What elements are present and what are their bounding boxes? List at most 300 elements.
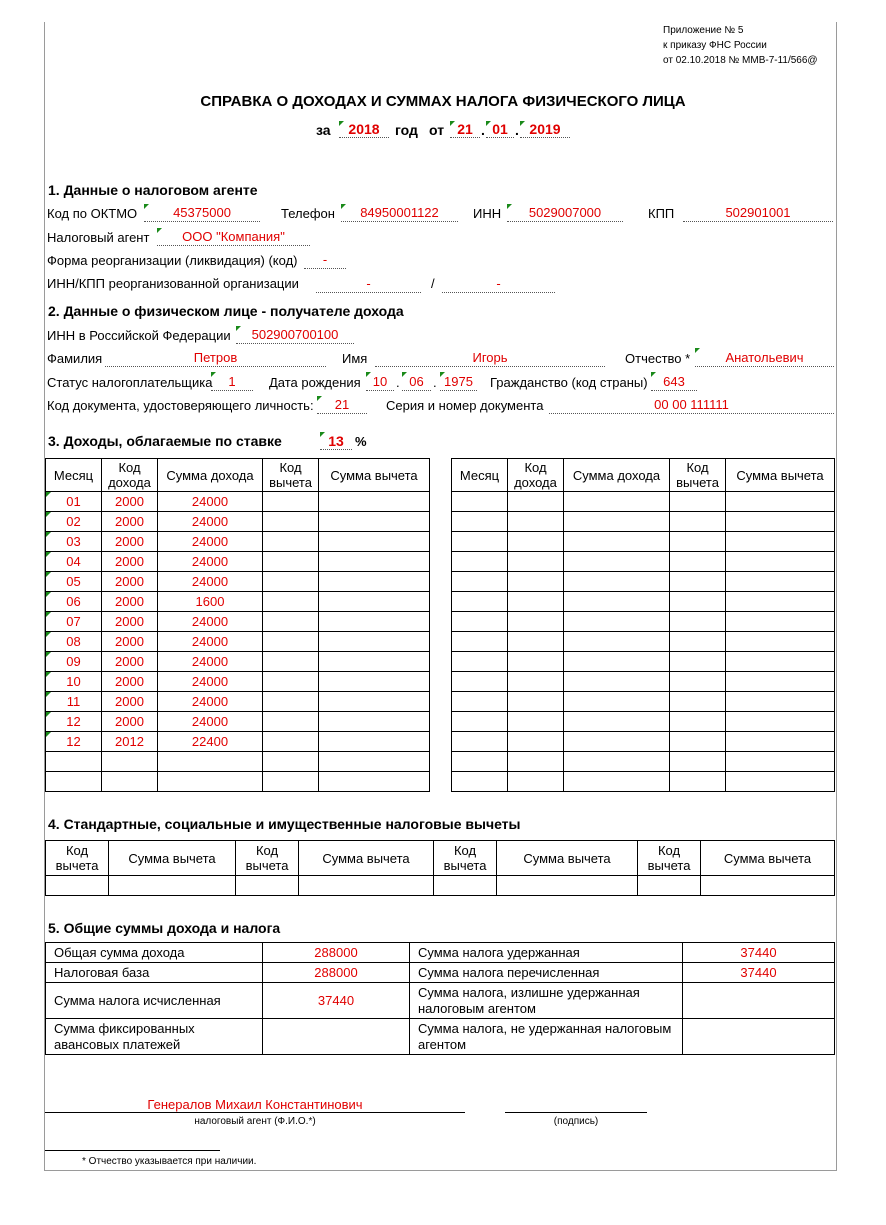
- tax-withheld-label: Сумма налога удержанная: [410, 943, 683, 963]
- deduction-code-cell[interactable]: [670, 732, 726, 752]
- month-cell[interactable]: [452, 752, 508, 772]
- cell-marker: [46, 592, 51, 597]
- col-deduction-sum: Сумма вычета: [726, 459, 835, 492]
- income-sum-cell[interactable]: [564, 632, 670, 652]
- income-code-cell[interactable]: 2000: [102, 532, 158, 552]
- cell-marker: [46, 612, 51, 617]
- month-cell[interactable]: [452, 692, 508, 712]
- income-sum-cell[interactable]: [564, 752, 670, 772]
- income-sum-cell[interactable]: [564, 732, 670, 752]
- ded-code-cell[interactable]: [638, 876, 701, 896]
- income-code-cell[interactable]: [508, 772, 564, 792]
- income-code-cell[interactable]: [508, 692, 564, 712]
- month-cell[interactable]: 09: [46, 652, 102, 672]
- col-income-code: Код дохода: [508, 459, 564, 492]
- doc-code-label: Код документа, удостоверяющего личность:: [47, 398, 314, 413]
- slash: /: [431, 276, 435, 291]
- income-code-cell[interactable]: 2000: [102, 652, 158, 672]
- income-sum-cell[interactable]: [564, 652, 670, 672]
- period-ot-label: от: [429, 122, 445, 138]
- income-row: [452, 572, 835, 592]
- status-field[interactable]: 1: [211, 374, 253, 391]
- tax-excess-label: Сумма налога, излишне удержанная налоговым агентом: [410, 983, 683, 1019]
- ded-code-cell[interactable]: [236, 876, 299, 896]
- ded-sum-cell[interactable]: [701, 876, 835, 896]
- month-cell[interactable]: 07: [46, 612, 102, 632]
- month-cell[interactable]: 08: [46, 632, 102, 652]
- deduction-code-cell[interactable]: [670, 552, 726, 572]
- income-row: [46, 712, 430, 732]
- income-row: [452, 592, 835, 612]
- appendix-line-3: от 02.10.2018 № ММВ-7-11/566@: [663, 55, 818, 66]
- section-2-title: 2. Данные о физическом лице - получателе дохода: [48, 303, 404, 319]
- col-deduction-code: Код вычета: [263, 459, 319, 492]
- deduction-code-cell[interactable]: [670, 592, 726, 612]
- deduction-sum-cell[interactable]: [319, 532, 430, 552]
- deduction-code-cell[interactable]: [263, 612, 319, 632]
- deduction-sum-cell[interactable]: [319, 632, 430, 652]
- deduction-code-cell[interactable]: [670, 772, 726, 792]
- cell-marker: [46, 572, 51, 577]
- month-cell[interactable]: [452, 492, 508, 512]
- income-sum-cell[interactable]: 24000: [158, 492, 263, 512]
- citizenship-label: Гражданство (код страны): [490, 375, 648, 390]
- month-cell[interactable]: 10: [46, 672, 102, 692]
- deduction-code-cell[interactable]: [670, 512, 726, 532]
- income-sum-cell[interactable]: [158, 772, 263, 792]
- surname-field[interactable]: Петров: [105, 350, 326, 367]
- income-row: [452, 532, 835, 552]
- deduction-sum-cell[interactable]: [319, 772, 430, 792]
- deduction-code-cell[interactable]: [670, 532, 726, 552]
- income-row: [452, 492, 835, 512]
- deduction-code-cell[interactable]: [263, 732, 319, 752]
- month-cell[interactable]: 05: [46, 572, 102, 592]
- income-sum-cell[interactable]: 24000: [158, 712, 263, 732]
- income-code-cell[interactable]: 2000: [102, 492, 158, 512]
- agent-inn-field[interactable]: 5029007000: [507, 205, 623, 222]
- totals-table: [45, 942, 835, 1055]
- income-row: [452, 692, 835, 712]
- income-row: [46, 512, 430, 532]
- deduction-code-cell[interactable]: [263, 652, 319, 672]
- deduction-code-cell[interactable]: [670, 572, 726, 592]
- date-separator: .: [515, 122, 519, 138]
- deduction-code-cell[interactable]: [263, 552, 319, 572]
- month-cell[interactable]: 06: [46, 592, 102, 612]
- income-row: [46, 532, 430, 552]
- income-sum-cell[interactable]: [564, 572, 670, 592]
- date-month-field[interactable]: 01: [486, 121, 514, 138]
- income-sum-cell[interactable]: 24000: [158, 612, 263, 632]
- deduction-code-cell[interactable]: [670, 632, 726, 652]
- deduction-code-cell[interactable]: [670, 712, 726, 732]
- income-code-cell[interactable]: 2000: [102, 512, 158, 532]
- deduction-code-cell[interactable]: [670, 672, 726, 692]
- section-1-title: 1. Данные о налоговом агенте: [48, 182, 258, 198]
- date-separator: .: [433, 375, 437, 390]
- tax-transferred-label: Сумма налога перечисленная: [410, 963, 683, 983]
- ded-sum-cell[interactable]: [497, 876, 638, 896]
- tax-transferred-value[interactable]: 37440: [683, 963, 835, 983]
- reorg-innkpp-label: ИНН/КПП реорганизованной организации: [47, 276, 299, 291]
- agent-label: Налоговый агент: [47, 230, 150, 245]
- income-code-cell[interactable]: [508, 652, 564, 672]
- reorg-kpp-field[interactable]: -: [442, 276, 555, 293]
- income-code-cell[interactable]: 2000: [102, 572, 158, 592]
- income-row: [46, 572, 430, 592]
- month-cell[interactable]: [452, 632, 508, 652]
- phone-field[interactable]: 84950001122: [341, 205, 458, 222]
- income-sum-cell[interactable]: 24000: [158, 632, 263, 652]
- deduction-sum-cell[interactable]: [726, 612, 835, 632]
- deduction-code-cell[interactable]: [670, 612, 726, 632]
- deduction-sum-cell[interactable]: [319, 692, 430, 712]
- cell-marker: [46, 712, 51, 717]
- income-row: [46, 632, 430, 652]
- deduction-sum-cell[interactable]: [319, 572, 430, 592]
- signatory-name[interactable]: Генералов Михаил Константинович: [147, 1097, 363, 1112]
- period-year-field[interactable]: 2018: [339, 121, 389, 138]
- deduction-sum-cell[interactable]: [726, 492, 835, 512]
- income-code-cell[interactable]: [508, 552, 564, 572]
- date-year-field[interactable]: 2019: [520, 121, 570, 138]
- deduction-sum-cell[interactable]: [726, 772, 835, 792]
- deduction-sum-cell[interactable]: [319, 652, 430, 672]
- agent-field[interactable]: ООО "Компания": [157, 229, 310, 246]
- month-cell[interactable]: 12: [46, 712, 102, 732]
- form-title: СПРАВКА О ДОХОДАХ И СУММАХ НАЛОГА ФИЗИЧЕСКОГО ЛИЦА: [200, 93, 686, 110]
- income-row: [452, 632, 835, 652]
- tax-calc-label: Сумма налога исчисленная: [46, 983, 263, 1019]
- fixed-advances-value[interactable]: [263, 1019, 410, 1055]
- ded-sum-header: Сумма вычета: [299, 841, 434, 876]
- phone-label: Телефон: [281, 206, 335, 221]
- deduction-sum-cell[interactable]: [319, 512, 430, 532]
- signature-caption: (подпись): [553, 1116, 599, 1127]
- deduction-sum-cell[interactable]: [319, 712, 430, 732]
- reorg-form-field[interactable]: -: [304, 252, 346, 269]
- deduction-code-cell[interactable]: [263, 512, 319, 532]
- deduction-sum-cell[interactable]: [726, 552, 835, 572]
- deduction-sum-cell[interactable]: [726, 752, 835, 772]
- name-caption: налоговый агент (Ф.И.О.*): [194, 1116, 316, 1127]
- total-income-value[interactable]: 288000: [263, 943, 410, 963]
- income-sum-cell[interactable]: 24000: [158, 672, 263, 692]
- income-row: [46, 612, 430, 632]
- name-field[interactable]: Игорь: [375, 350, 605, 367]
- tax-not-withheld-value[interactable]: [683, 1019, 835, 1055]
- tax-base-value[interactable]: 288000: [263, 963, 410, 983]
- income-sum-cell[interactable]: [564, 772, 670, 792]
- month-cell[interactable]: [452, 672, 508, 692]
- section-4-title: 4. Стандартные, социальные и имущественные налоговые вычеты: [48, 816, 521, 832]
- date-separator: .: [396, 375, 400, 390]
- kpp-field[interactable]: 502901001: [683, 205, 833, 222]
- income-code-cell[interactable]: [508, 512, 564, 532]
- deduction-sum-cell[interactable]: [319, 612, 430, 632]
- income-row: [46, 492, 430, 512]
- income-code-cell[interactable]: 2000: [102, 552, 158, 572]
- month-cell[interactable]: 11: [46, 692, 102, 712]
- fixed-advances-label: Сумма фиксированных авансовых платежей: [46, 1019, 263, 1055]
- appendix-line-1: Приложение № 5: [663, 25, 744, 36]
- kpp-label: КПП: [648, 206, 675, 221]
- date-day-field[interactable]: 21: [450, 121, 480, 138]
- cell-marker: [46, 692, 51, 697]
- ded-code-header: Код вычета: [46, 841, 109, 876]
- month-cell[interactable]: [452, 572, 508, 592]
- month-cell[interactable]: [452, 772, 508, 792]
- deduction-sum-cell[interactable]: [726, 712, 835, 732]
- income-code-cell[interactable]: [508, 752, 564, 772]
- income-row: [46, 672, 430, 692]
- income-sum-cell[interactable]: 24000: [158, 532, 263, 552]
- deduction-sum-cell[interactable]: [726, 732, 835, 752]
- deduction-sum-cell[interactable]: [726, 532, 835, 552]
- month-cell[interactable]: [452, 612, 508, 632]
- dob-month-field[interactable]: 06: [402, 374, 431, 391]
- agent-inn-label: ИНН: [473, 206, 502, 221]
- deduction-code-cell[interactable]: [263, 752, 319, 772]
- income-sum-cell[interactable]: [564, 592, 670, 612]
- deduction-sum-cell[interactable]: [319, 592, 430, 612]
- month-cell[interactable]: 03: [46, 532, 102, 552]
- cell-marker: [46, 632, 51, 637]
- signature-line[interactable]: [505, 1112, 647, 1113]
- income-row: [46, 772, 430, 792]
- col-income-sum: Сумма дохода: [564, 459, 670, 492]
- oktmo-label: Код по ОКТМО: [47, 206, 138, 221]
- income-sum-cell[interactable]: 22400: [158, 732, 263, 752]
- doc-number-field[interactable]: 00 00 111111: [549, 397, 834, 414]
- cell-marker: [46, 532, 51, 537]
- ded-code-header: Код вычета: [434, 841, 497, 876]
- income-sum-cell[interactable]: 24000: [158, 652, 263, 672]
- deduction-code-cell[interactable]: [263, 772, 319, 792]
- income-code-cell[interactable]: [102, 752, 158, 772]
- patronymic-label: Отчество *: [625, 351, 691, 366]
- month-cell[interactable]: 04: [46, 552, 102, 572]
- section-5-title: 5. Общие суммы дохода и налога: [48, 920, 281, 936]
- income-row: [452, 672, 835, 692]
- ded-sum-cell[interactable]: [299, 876, 434, 896]
- deduction-code-cell[interactable]: [263, 672, 319, 692]
- footnote-rule: [45, 1150, 220, 1151]
- income-row: [452, 552, 835, 572]
- income-code-cell[interactable]: 2000: [102, 592, 158, 612]
- income-row: [452, 652, 835, 672]
- deduction-code-cell[interactable]: [670, 492, 726, 512]
- income-sum-cell[interactable]: 24000: [158, 692, 263, 712]
- month-cell[interactable]: [452, 512, 508, 532]
- deduction-code-cell[interactable]: [670, 652, 726, 672]
- name-line: [45, 1112, 465, 1113]
- deduction-code-cell[interactable]: [263, 492, 319, 512]
- income-row: [452, 612, 835, 632]
- tax-base-label: Налоговая база: [46, 963, 263, 983]
- income-code-cell[interactable]: 2000: [102, 632, 158, 652]
- income-code-cell[interactable]: 2012: [102, 732, 158, 752]
- income-code-cell[interactable]: [508, 612, 564, 632]
- income-row: [452, 732, 835, 752]
- income-code-cell[interactable]: 2000: [102, 712, 158, 732]
- col-deduction-code: Код вычета: [670, 459, 726, 492]
- income-sum-cell[interactable]: 24000: [158, 512, 263, 532]
- cell-marker: [46, 672, 51, 677]
- income-row: [452, 752, 835, 772]
- income-sum-cell[interactable]: [564, 712, 670, 732]
- ded-code-header: Код вычета: [236, 841, 299, 876]
- month-cell[interactable]: 12: [46, 732, 102, 752]
- income-code-cell[interactable]: 2000: [102, 612, 158, 632]
- tax-excess-value[interactable]: [683, 983, 835, 1019]
- dob-day-field[interactable]: 10: [366, 374, 394, 391]
- doc-code-field[interactable]: 21: [317, 397, 367, 414]
- col-income-sum: Сумма дохода: [158, 459, 263, 492]
- name-label: Имя: [342, 351, 368, 366]
- income-sum-cell[interactable]: [564, 672, 670, 692]
- month-cell[interactable]: [46, 752, 102, 772]
- income-code-cell[interactable]: [508, 732, 564, 752]
- cell-marker: [46, 512, 51, 517]
- income-code-cell[interactable]: [508, 532, 564, 552]
- income-table-right: [451, 458, 835, 792]
- percent-sign: %: [355, 434, 367, 449]
- date-separator: .: [481, 122, 485, 138]
- cell-marker: [46, 552, 51, 557]
- income-row: [46, 732, 430, 752]
- cell-marker: [46, 492, 51, 497]
- income-row: [46, 552, 430, 572]
- ded-sum-cell[interactable]: [109, 876, 236, 896]
- deduction-code-cell[interactable]: [670, 752, 726, 772]
- appendix-line-2: к приказу ФНС России: [663, 40, 767, 51]
- month-cell[interactable]: [452, 732, 508, 752]
- income-code-cell[interactable]: [508, 572, 564, 592]
- income-table-left: [45, 458, 430, 792]
- income-sum-cell[interactable]: 24000: [158, 572, 263, 592]
- ded-code-header: Код вычета: [638, 841, 701, 876]
- month-cell[interactable]: 01: [46, 492, 102, 512]
- ded-sum-header: Сумма вычета: [497, 841, 638, 876]
- col-income-code: Код дохода: [102, 459, 158, 492]
- deduction-code-cell[interactable]: [263, 592, 319, 612]
- deduction-sum-cell[interactable]: [726, 512, 835, 532]
- income-code-cell[interactable]: [102, 772, 158, 792]
- ded-sum-header: Сумма вычета: [109, 841, 236, 876]
- deduction-code-cell[interactable]: [263, 712, 319, 732]
- deduction-code-cell[interactable]: [670, 692, 726, 712]
- income-sum-cell[interactable]: [564, 692, 670, 712]
- income-code-cell[interactable]: [508, 492, 564, 512]
- tax-not-withheld-label: Сумма налога, не удержанная налоговым агентом: [410, 1019, 683, 1055]
- income-sum-cell[interactable]: [564, 532, 670, 552]
- month-cell[interactable]: [452, 532, 508, 552]
- income-sum-cell[interactable]: 1600: [158, 592, 263, 612]
- dob-year-field[interactable]: 1975: [440, 374, 477, 391]
- status-label: Статус налогоплательщика: [47, 375, 213, 390]
- dob-label: Дата рождения: [269, 375, 361, 390]
- deduction-sum-cell[interactable]: [726, 632, 835, 652]
- income-sum-cell[interactable]: 24000: [158, 552, 263, 572]
- deduction-sum-cell[interactable]: [319, 552, 430, 572]
- deduction-sum-cell[interactable]: [726, 572, 835, 592]
- income-row: [46, 652, 430, 672]
- income-code-cell[interactable]: [508, 632, 564, 652]
- deduction-code-cell[interactable]: [263, 572, 319, 592]
- surname-label: Фамилия: [47, 351, 103, 366]
- total-income-label: Общая сумма дохода: [46, 943, 263, 963]
- deduction-sum-cell[interactable]: [319, 672, 430, 692]
- deduction-code-cell[interactable]: [263, 532, 319, 552]
- income-sum-cell[interactable]: [564, 512, 670, 532]
- income-sum-cell[interactable]: [564, 612, 670, 632]
- tax-withheld-value[interactable]: 37440: [683, 943, 835, 963]
- tax-calc-value[interactable]: 37440: [263, 983, 410, 1019]
- citizenship-field[interactable]: 643: [651, 374, 697, 391]
- income-row: [452, 512, 835, 532]
- income-code-cell[interactable]: [508, 712, 564, 732]
- income-code-cell[interactable]: [508, 592, 564, 612]
- oktmo-field[interactable]: 45375000: [144, 205, 260, 222]
- col-month: Месяц: [46, 459, 102, 492]
- income-row: [46, 692, 430, 712]
- section-3-title: 3. Доходы, облагаемые по ставке: [48, 433, 282, 449]
- month-cell[interactable]: 02: [46, 512, 102, 532]
- person-inn-field[interactable]: 502900700100: [236, 327, 354, 344]
- deduction-sum-cell[interactable]: [319, 492, 430, 512]
- month-cell[interactable]: [452, 712, 508, 732]
- income-sum-cell[interactable]: [158, 752, 263, 772]
- period-za-label: за: [316, 122, 331, 138]
- month-cell[interactable]: [452, 652, 508, 672]
- month-cell[interactable]: [452, 592, 508, 612]
- reorg-inn-field[interactable]: -: [316, 276, 421, 293]
- ded-sum-header: Сумма вычета: [701, 841, 835, 876]
- month-cell[interactable]: [452, 552, 508, 572]
- patronymic-field[interactable]: Анатольевич: [695, 350, 834, 367]
- deduction-sum-cell[interactable]: [726, 652, 835, 672]
- doc-number-label: Серия и номер документа: [386, 398, 544, 413]
- person-inn-label: ИНН в Российской Федерации: [47, 328, 231, 343]
- deduction-sum-cell[interactable]: [726, 592, 835, 612]
- income-sum-cell[interactable]: [564, 552, 670, 572]
- month-cell[interactable]: [46, 772, 102, 792]
- col-deduction-sum: Сумма вычета: [319, 459, 430, 492]
- income-code-cell[interactable]: 2000: [102, 672, 158, 692]
- ded-code-cell[interactable]: [434, 876, 497, 896]
- income-row: [452, 712, 835, 732]
- reorg-form-label: Форма реорганизации (ликвидация) (код): [47, 253, 298, 268]
- income-row: [46, 592, 430, 612]
- deduction-code-cell[interactable]: [263, 632, 319, 652]
- ded-code-cell[interactable]: [46, 876, 109, 896]
- deduction-sum-cell[interactable]: [319, 752, 430, 772]
- deduction-sum-cell[interactable]: [726, 692, 835, 712]
- income-row: [46, 752, 430, 772]
- deduction-sum-cell[interactable]: [726, 672, 835, 692]
- income-sum-cell[interactable]: [564, 492, 670, 512]
- income-code-cell[interactable]: [508, 672, 564, 692]
- income-code-cell[interactable]: 2000: [102, 692, 158, 712]
- cell-marker: [46, 732, 51, 737]
- rate-field[interactable]: 13: [320, 433, 352, 450]
- cell-marker: [46, 652, 51, 657]
- period-god-label: год: [395, 122, 418, 138]
- deduction-sum-cell[interactable]: [319, 732, 430, 752]
- deduction-code-cell[interactable]: [263, 692, 319, 712]
